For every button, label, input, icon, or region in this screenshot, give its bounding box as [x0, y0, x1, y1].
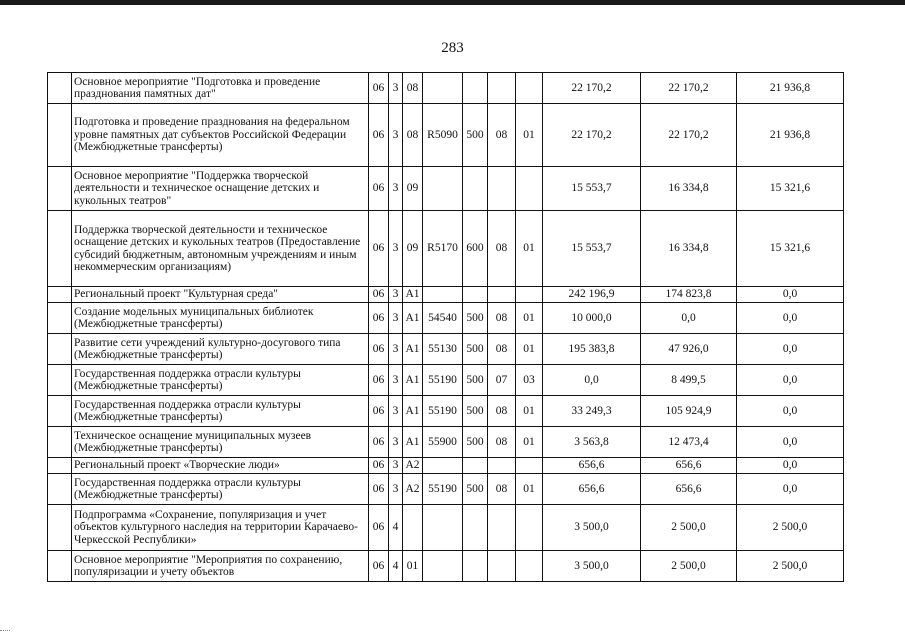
subprogram-code: 3	[389, 303, 403, 334]
subprogram-code: 3	[389, 287, 403, 303]
table-row	[48, 551, 844, 582]
subsection-code: 01	[516, 104, 543, 167]
table-row	[48, 365, 844, 396]
event-code: A1	[403, 287, 423, 303]
subprogram-code: 3	[389, 167, 403, 211]
subsection-code	[516, 73, 543, 104]
event-code: 01	[403, 551, 423, 582]
program-code: 06	[369, 73, 389, 104]
section-code	[488, 287, 516, 303]
expense-type-code: 500	[463, 303, 488, 334]
subsection-code	[516, 505, 543, 551]
amount-year-2: 22 170,2	[641, 73, 737, 104]
direction-code: 54540	[423, 303, 463, 334]
section-code: 08	[488, 427, 516, 458]
amount-year-2: 22 170,2	[641, 104, 737, 167]
subsection-code: 01	[516, 211, 543, 287]
program-code: 06	[369, 167, 389, 211]
program-code: 06	[369, 474, 389, 505]
row-margin-cell	[48, 474, 72, 505]
row-margin-cell	[48, 427, 72, 458]
direction-code	[423, 287, 463, 303]
row-margin-cell	[48, 365, 72, 396]
amount-year-1: 22 170,2	[543, 104, 641, 167]
event-code: 09	[403, 167, 423, 211]
row-name: Создание модельных муниципальных библиотек (Межбюджетные трансферты)	[72, 303, 369, 334]
amount-year-2: 105 924,9	[641, 396, 737, 427]
row-name: Региональный проект «Творческие люди»	[72, 458, 369, 474]
program-code: 06	[369, 365, 389, 396]
table-row	[48, 167, 844, 211]
table-row	[48, 303, 844, 334]
amount-year-3: 0,0	[737, 287, 844, 303]
section-code	[488, 458, 516, 474]
program-code: 06	[369, 303, 389, 334]
event-code: A1	[403, 365, 423, 396]
subprogram-code: 3	[389, 334, 403, 365]
direction-code	[423, 167, 463, 211]
expense-type-code: 500	[463, 396, 488, 427]
subprogram-code: 3	[389, 211, 403, 287]
subprogram-code: 3	[389, 365, 403, 396]
subsection-code: 01	[516, 303, 543, 334]
amount-year-1: 33 249,3	[543, 396, 641, 427]
subsection-code	[516, 287, 543, 303]
amount-year-2: 656,6	[641, 458, 737, 474]
row-margin-cell	[48, 73, 72, 104]
subsection-code: 01	[516, 427, 543, 458]
direction-code: 55190	[423, 365, 463, 396]
section-code: 08	[488, 474, 516, 505]
subsection-code: 03	[516, 365, 543, 396]
table-row	[48, 104, 844, 167]
row-name: Основное мероприятие "Мероприятия по сохранению, популяризации и учету объектов	[72, 551, 369, 582]
amount-year-1: 242 196,9	[543, 287, 641, 303]
row-name: Основное мероприятие "Подготовка и проведение празднования памятных дат"	[72, 73, 369, 104]
direction-code	[423, 551, 463, 582]
amount-year-2: 16 334,8	[641, 211, 737, 287]
amount-year-3: 0,0	[737, 427, 844, 458]
subsection-code: 01	[516, 334, 543, 365]
row-margin-cell	[48, 287, 72, 303]
row-name: Государственная поддержка отрасли культуры (Межбюджетные трансферты)	[72, 365, 369, 396]
amount-year-2: 12 473,4	[641, 427, 737, 458]
amount-year-3: 0,0	[737, 334, 844, 365]
section-code: 07	[488, 365, 516, 396]
expense-type-code: 500	[463, 104, 488, 167]
amount-year-1: 0,0	[543, 365, 641, 396]
row-name: Техническое оснащение муниципальных музеев (Межбюджетные трансферты)	[72, 427, 369, 458]
row-margin-cell	[48, 104, 72, 167]
subprogram-code: 3	[389, 474, 403, 505]
event-code: 08	[403, 104, 423, 167]
section-code: 08	[488, 334, 516, 365]
table-row	[48, 334, 844, 365]
expense-type-code: 600	[463, 211, 488, 287]
direction-code: 55130	[423, 334, 463, 365]
row-name: Региональный проект "Культурная среда"	[72, 287, 369, 303]
program-code: 06	[369, 505, 389, 551]
direction-code: 55900	[423, 427, 463, 458]
event-code: 09	[403, 211, 423, 287]
event-code: A1	[403, 303, 423, 334]
row-name: Развитие сети учреждений культурно-досугового типа (Межбюджетные трансферты)	[72, 334, 369, 365]
expense-type-code: 500	[463, 427, 488, 458]
subprogram-code: 3	[389, 104, 403, 167]
event-code: A2	[403, 474, 423, 505]
direction-code	[423, 458, 463, 474]
section-code: 08	[488, 396, 516, 427]
expense-type-code: 500	[463, 334, 488, 365]
amount-year-3: 0,0	[737, 365, 844, 396]
subprogram-code: 4	[389, 505, 403, 551]
program-code: 06	[369, 396, 389, 427]
table-row	[48, 73, 844, 104]
section-code	[488, 73, 516, 104]
row-margin-cell	[48, 396, 72, 427]
direction-code	[423, 73, 463, 104]
program-code: 06	[369, 458, 389, 474]
row-margin-cell	[48, 505, 72, 551]
table-row	[48, 287, 844, 303]
amount-year-3: 0,0	[737, 303, 844, 334]
page-number: 283	[441, 40, 464, 56]
scan-top-edge	[0, 0, 905, 5]
subsection-code: 01	[516, 396, 543, 427]
subsection-code: 01	[516, 474, 543, 505]
amount-year-2: 656,6	[641, 474, 737, 505]
direction-code: R5090	[423, 104, 463, 167]
program-code: 06	[369, 551, 389, 582]
event-code	[403, 505, 423, 551]
subprogram-code: 3	[389, 427, 403, 458]
expense-type-code: 500	[463, 365, 488, 396]
subsection-code	[516, 458, 543, 474]
subprogram-code: 4	[389, 551, 403, 582]
expense-type-code	[463, 73, 488, 104]
expense-type-code: 500	[463, 474, 488, 505]
event-code: A1	[403, 334, 423, 365]
table-row	[48, 396, 844, 427]
table-row	[48, 474, 844, 505]
amount-year-1: 3 500,0	[543, 551, 641, 582]
amount-year-3: 21 936,8	[737, 104, 844, 167]
amount-year-3: 21 936,8	[737, 73, 844, 104]
section-code	[488, 505, 516, 551]
subsection-code	[516, 551, 543, 582]
amount-year-2: 2 500,0	[641, 551, 737, 582]
amount-year-1: 656,6	[543, 474, 641, 505]
amount-year-3: 0,0	[737, 396, 844, 427]
program-code: 06	[369, 427, 389, 458]
amount-year-3: 15 321,6	[737, 211, 844, 287]
direction-code: R5170	[423, 211, 463, 287]
expense-type-code	[463, 287, 488, 303]
amount-year-2: 2 500,0	[641, 505, 737, 551]
row-name: Подготовка и проведение празднования на федеральном уровне памятных дат субъектов Российской Федерации (Межбюджетные трансферты)	[72, 104, 369, 167]
event-code: A2	[403, 458, 423, 474]
row-margin-cell	[48, 303, 72, 334]
amount-year-1: 15 553,7	[543, 211, 641, 287]
amount-year-3: 0,0	[737, 474, 844, 505]
event-code: 08	[403, 73, 423, 104]
amount-year-1: 3 563,8	[543, 427, 641, 458]
row-name: Государственная поддержка отрасли культуры (Межбюджетные трансферты)	[72, 474, 369, 505]
event-code: A1	[403, 396, 423, 427]
amount-year-2: 47 926,0	[641, 334, 737, 365]
row-margin-cell	[48, 167, 72, 211]
amount-year-2: 8 499,5	[641, 365, 737, 396]
section-code: 08	[488, 104, 516, 167]
row-margin-cell	[48, 551, 72, 582]
amount-year-1: 22 170,2	[543, 73, 641, 104]
budget-table	[47, 72, 844, 582]
subprogram-code: 3	[389, 458, 403, 474]
expense-type-code	[463, 167, 488, 211]
amount-year-3: 2 500,0	[737, 551, 844, 582]
row-name: Подпрограмма «Сохранение, популяризация и учет объектов культурного наследия на территории Карачаево-Черкесской Республики»	[72, 505, 369, 551]
expense-type-code	[463, 458, 488, 474]
amount-year-2: 16 334,8	[641, 167, 737, 211]
table-row	[48, 427, 844, 458]
amount-year-1: 195 383,8	[543, 334, 641, 365]
expense-type-code	[463, 505, 488, 551]
program-code: 06	[369, 334, 389, 365]
amount-year-3: 15 321,6	[737, 167, 844, 211]
direction-code: 55190	[423, 396, 463, 427]
amount-year-3: 0,0	[737, 458, 844, 474]
amount-year-1: 3 500,0	[543, 505, 641, 551]
program-code: 06	[369, 104, 389, 167]
row-margin-cell	[48, 211, 72, 287]
row-name: Государственная поддержка отрасли культуры (Межбюджетные трансферты)	[72, 396, 369, 427]
section-code	[488, 551, 516, 582]
table-row	[48, 458, 844, 474]
subprogram-code: 3	[389, 396, 403, 427]
row-name: Основное мероприятие "Поддержка творческой деятельности и техническое оснащение детских и кукольных театров"	[72, 167, 369, 211]
table-row	[48, 211, 844, 287]
row-margin-cell	[48, 458, 72, 474]
table-row	[48, 505, 844, 551]
section-code: 08	[488, 211, 516, 287]
direction-code: 55190	[423, 474, 463, 505]
program-code: 06	[369, 287, 389, 303]
row-name: Поддержка творческой деятельности и техническое оснащение детских и кукольных театров (Предоставление субсидий бюджетным, автономным учреждениям и иным некоммерческим организациям)	[72, 211, 369, 287]
section-code: 08	[488, 303, 516, 334]
event-code: A1	[403, 427, 423, 458]
direction-code	[423, 505, 463, 551]
scan-edge-speck	[0, 628, 10, 631]
amount-year-1: 10 000,0	[543, 303, 641, 334]
subsection-code	[516, 167, 543, 211]
amount-year-1: 15 553,7	[543, 167, 641, 211]
amount-year-2: 174 823,8	[641, 287, 737, 303]
amount-year-1: 656,6	[543, 458, 641, 474]
row-margin-cell	[48, 334, 72, 365]
amount-year-3: 2 500,0	[737, 505, 844, 551]
section-code	[488, 167, 516, 211]
program-code: 06	[369, 211, 389, 287]
expense-type-code	[463, 551, 488, 582]
amount-year-2: 0,0	[641, 303, 737, 334]
subprogram-code: 3	[389, 73, 403, 104]
